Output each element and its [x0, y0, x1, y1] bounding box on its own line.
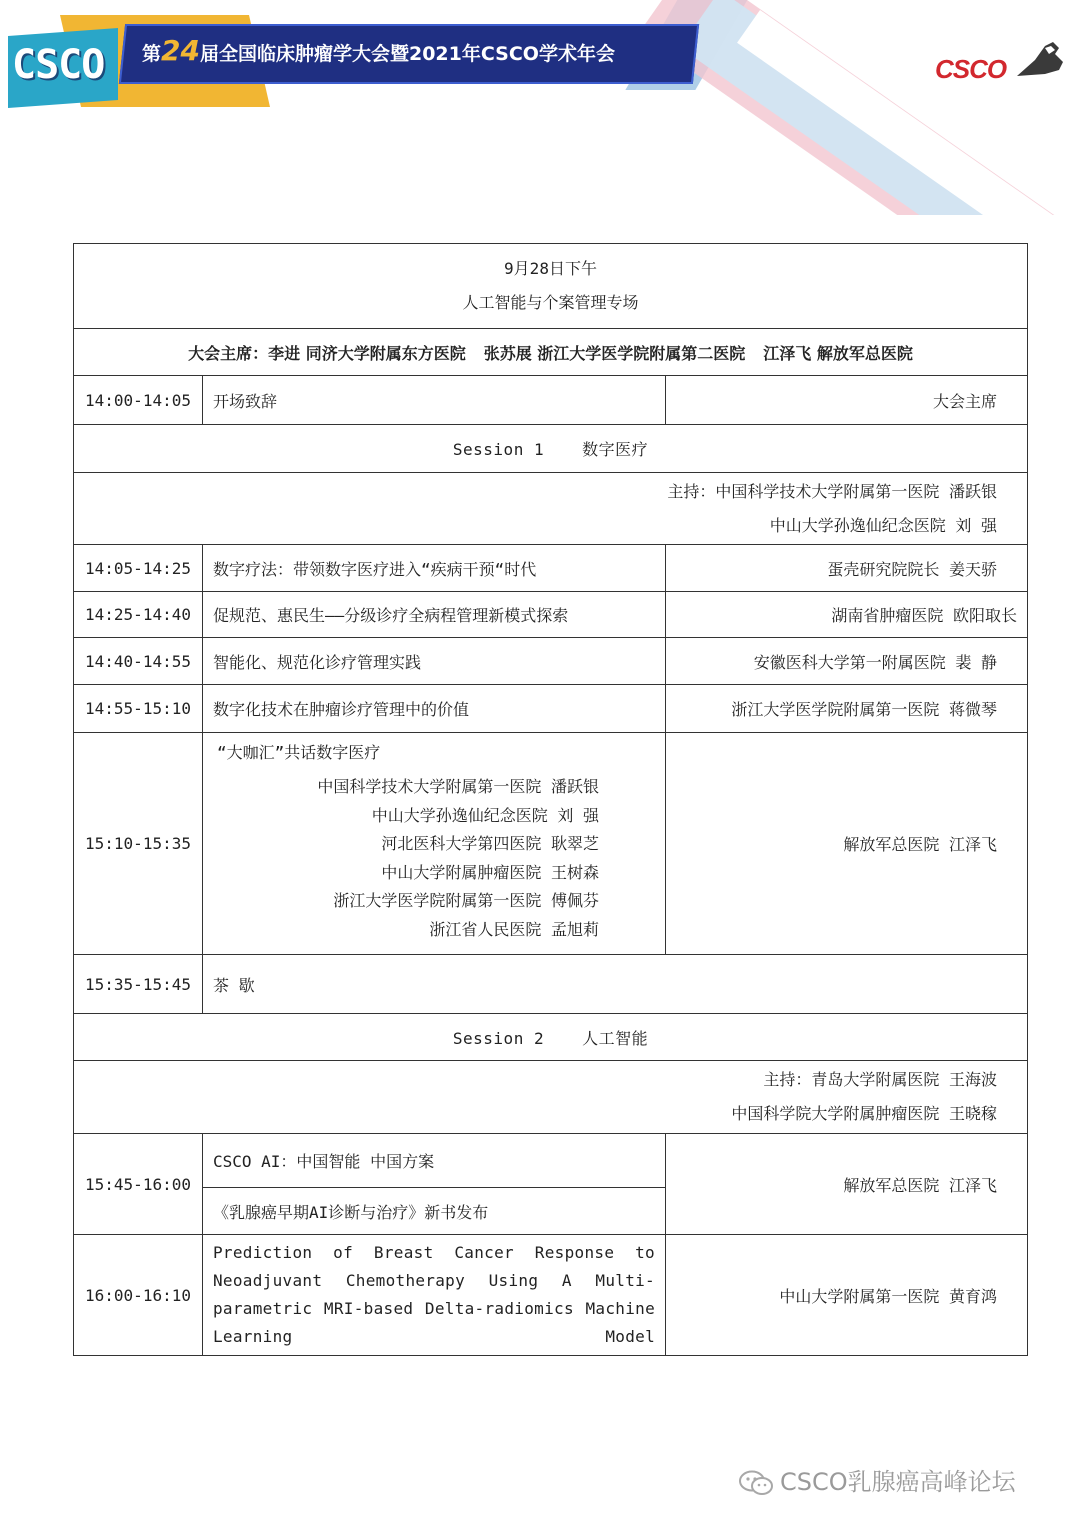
session-label: Session 2 — [452, 1028, 545, 1048]
table-row — [74, 685, 1028, 733]
time-cell: 14:25-14:40 — [74, 592, 203, 638]
speaker-cell: 浙江大学医学院附属第一医院 蒋微琴 — [666, 685, 1028, 733]
table-row — [74, 592, 1028, 638]
table-row — [74, 545, 1028, 592]
session-header-row — [74, 1014, 1028, 1061]
speaker-cell: 中山大学附属第一医院 黄育鸿 — [666, 1235, 1028, 1356]
break-row — [74, 955, 1028, 1014]
chair-name: 李进 同济大学附属东方医院 — [268, 343, 466, 363]
table-row — [74, 376, 1028, 425]
panel-member: 中山大学附属肿瘤医院 王树森 — [381, 862, 599, 882]
host-line: 中山大学孙逸仙纪念医院 刘 强 — [769, 515, 997, 535]
csco-logo: CSCO — [12, 42, 105, 88]
watermark-text: CSCO乳腺癌高峰论坛 — [780, 1468, 1016, 1496]
watermark — [738, 1462, 1016, 1497]
time-cell: 14:40-14:55 — [74, 638, 203, 685]
session-title: 人工智能与个案管理专场 — [462, 293, 639, 312]
time-cell: 15:10-15:35 — [74, 733, 203, 955]
panel-member: 中国科学技术大学附属第一医院 潘跃银 — [317, 777, 599, 796]
time-cell: 16:00-16:10 — [74, 1235, 203, 1356]
panel-row — [74, 733, 1028, 955]
conference-title: 第24届全国临床肿瘤学大会暨2021年CSCO学术年会 — [142, 34, 615, 67]
time-cell: 15:45-16:00 — [74, 1134, 203, 1235]
topic-cell: 智能化、规范化诊疗管理实践 — [203, 638, 666, 685]
speaker-cell: 蛋壳研究院院长 姜天骄 — [666, 545, 1028, 592]
chairs-row — [74, 329, 1028, 376]
session-label: Session 1 — [452, 440, 545, 459]
panel-member: 中山大学孙逸仙纪念医院 刘 强 — [371, 805, 599, 825]
topic-cell: Prediction of Breast Cancer Response to Neoadjuvant Chemotherapy Using A Multi-parametric MRI-based Delta-radiomics Machine Learning Model — [203, 1235, 666, 1356]
chairs-label: 大会主席： — [188, 343, 269, 363]
speaker-cell: 解放军总医院 江泽飞 — [666, 733, 1028, 955]
csco-brand-logo: CSCO — [935, 54, 1007, 84]
topic-cell: 开场致辞 — [203, 376, 666, 425]
topic-cell: 促规范、惠民生——分级诊疗全病程管理新模式探索 — [203, 592, 666, 638]
table-row — [74, 1235, 1028, 1356]
speaker-cell: 大会主席 — [666, 376, 1028, 425]
table-header-row — [74, 244, 1028, 329]
header-banner — [0, 0, 1080, 215]
session-name: 人工智能 — [582, 1028, 649, 1048]
session-date: 9月28日下午 — [504, 259, 597, 278]
table-row — [74, 1134, 1028, 1188]
host-line: 主持：中国科学技术大学附属第一医院 潘跃银 — [667, 481, 997, 501]
topic-cell: 数字化技术在肿瘤诊疗管理中的价值 — [203, 685, 666, 733]
topic-cell: CSCO AI：中国智能 中国方案 — [203, 1134, 666, 1188]
time-cell: 14:05-14:25 — [74, 545, 203, 592]
host-line: 中国科学院大学附属肿瘤医院 王晓稼 — [731, 1104, 997, 1123]
chair-name: 张苏展 浙江大学医学院附属第二医院 — [483, 343, 746, 363]
table-row — [74, 638, 1028, 685]
panel-title: “大咖汇”共话数字医疗 — [217, 743, 381, 762]
panel-member: 浙江大学医学院附属第一医院 傅佩芬 — [333, 891, 599, 910]
wechat-icon — [738, 1469, 774, 1497]
time-cell: 15:35-15:45 — [74, 955, 203, 1014]
panel-member: 浙江省人民医院 孟旭莉 — [429, 919, 599, 939]
speaker-cell: 解放军总医院 江泽飞 — [666, 1134, 1028, 1235]
panel-members — [217, 773, 651, 944]
hosts-row — [74, 1061, 1028, 1134]
time-cell: 14:55-15:10 — [74, 685, 203, 733]
panel-cell — [203, 733, 666, 955]
hosts-row — [74, 473, 1028, 545]
session-header-row — [74, 425, 1028, 473]
panel-member: 河北医科大学第四医院 耿翠芝 — [381, 834, 599, 853]
session-name: 数字医疗 — [582, 440, 649, 459]
speaker-cell: 湖南省肿瘤医院 欧阳取长 — [666, 592, 1028, 638]
speaker-cell: 安徽医科大学第一附属医院 裴 静 — [666, 638, 1028, 685]
schedule-table — [73, 243, 1028, 1356]
topic-cell: 茶 歇 — [203, 955, 1028, 1014]
mascot-icon — [1015, 40, 1065, 80]
topic-cell: 《乳腺癌早期AI诊断与治疗》新书发布 — [203, 1188, 666, 1235]
topic-cell: 数字疗法：带领数字医疗进入“疾病干预“时代 — [203, 545, 666, 592]
host-line: 主持：青岛大学附属医院 王海波 — [763, 1070, 997, 1089]
time-cell: 14:00-14:05 — [74, 376, 203, 425]
chair-name: 江泽飞 解放军总医院 — [763, 343, 913, 363]
